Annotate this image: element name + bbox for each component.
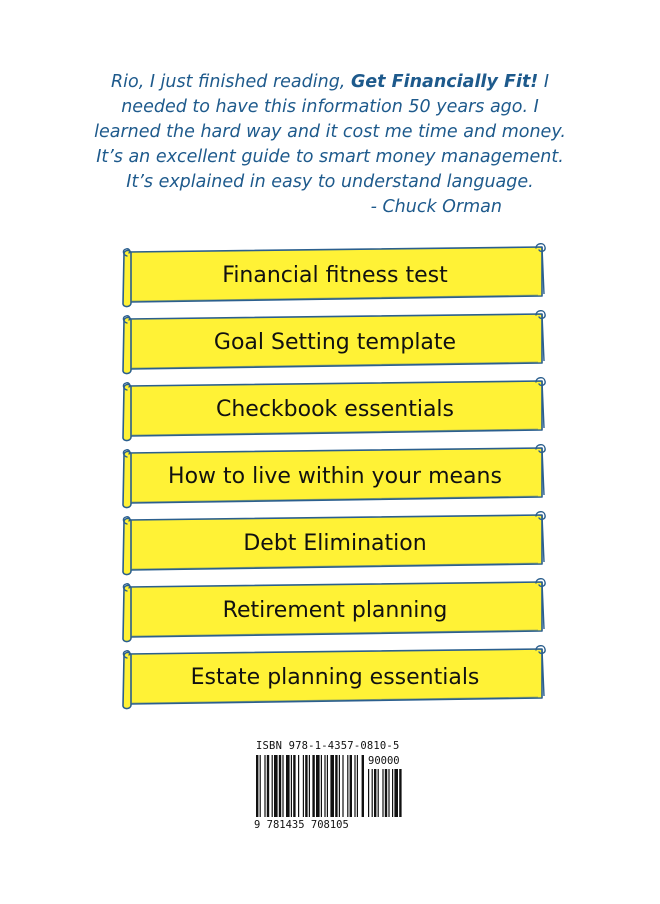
feature-label: Checkbook essentials xyxy=(215,396,455,422)
barcode-addon-bar xyxy=(394,769,398,817)
barcode-bar xyxy=(279,755,281,817)
feature-label: Goal Setting template xyxy=(213,329,457,355)
feature-label: How to live within your means xyxy=(168,463,502,489)
book-title: Get Financially Fit! xyxy=(350,72,539,92)
barcode-addon-bar xyxy=(382,769,383,817)
isbn-number: ISBN 978-1-4357-0810-5 xyxy=(256,740,400,752)
price-code: 90000 xyxy=(368,755,400,767)
quote-line-2: needed to have this information 50 years ago. I xyxy=(121,97,539,117)
barcode-bar xyxy=(350,755,352,817)
barcode-bar xyxy=(321,755,322,817)
barcode-bar xyxy=(260,755,261,817)
barcode-bar xyxy=(282,755,283,817)
feature-label: Financial fitness test xyxy=(222,262,448,288)
feature-label: Retirement planning xyxy=(222,597,448,623)
barcode-bar xyxy=(362,755,364,817)
feature-scroll xyxy=(118,378,546,442)
barcode-bar xyxy=(293,755,295,817)
feature-label: Estate planning essentials xyxy=(190,664,480,690)
feature-scroll xyxy=(118,445,546,509)
barcode-bar xyxy=(342,755,343,817)
barcode-addon-bar xyxy=(388,769,389,817)
quote-line-3: learned the hard way and it cost me time and money. xyxy=(94,122,566,142)
barcode-addon-bar xyxy=(368,769,369,817)
barcode-bar xyxy=(330,755,334,817)
quote-line-5: It’s explained in easy to understand language. xyxy=(126,172,534,192)
barcode-bar xyxy=(291,755,292,817)
ean-digits: 9 781435 708105 xyxy=(254,819,349,831)
feature-scroll xyxy=(118,579,546,643)
quote-line-1 xyxy=(90,70,570,95)
testimonial-quote xyxy=(90,70,570,220)
barcode-bar xyxy=(267,755,269,817)
barcode-bar xyxy=(303,755,304,817)
quote-line-1-end: I xyxy=(538,72,550,92)
barcode-bar xyxy=(298,755,299,817)
barcode-bar xyxy=(312,755,314,817)
barcode-bar xyxy=(264,755,265,817)
barcode-bar xyxy=(354,755,355,817)
barcode-bar xyxy=(272,755,273,817)
barcode-bar xyxy=(274,755,278,817)
barcode-bar xyxy=(286,755,290,817)
barcode-bar xyxy=(327,755,328,817)
barcode-bar xyxy=(335,755,337,817)
barcode-addon-bar xyxy=(372,769,373,817)
feature-scroll xyxy=(118,311,546,375)
barcode-bar xyxy=(316,755,320,817)
feature-scroll xyxy=(118,244,546,308)
feature-scroll xyxy=(118,512,546,576)
barcode-bar xyxy=(309,755,310,817)
barcode-addon-bar xyxy=(392,769,393,817)
barcode-addon-bar xyxy=(374,769,376,817)
barcode xyxy=(254,755,414,833)
feature-scroll xyxy=(118,646,546,710)
barcode-addon-bar xyxy=(385,769,387,817)
barcode-bar xyxy=(357,755,358,817)
isbn-barcode-block xyxy=(254,740,414,833)
barcode-addon-bar xyxy=(378,769,379,817)
quote-author: - Chuck Orman xyxy=(370,197,502,217)
barcode-bar xyxy=(256,755,258,817)
quote-line-1-start: Rio, I just finished reading, xyxy=(110,72,351,92)
barcode-bar xyxy=(347,755,348,817)
barcode-bar xyxy=(339,755,340,817)
barcode-bar xyxy=(305,755,307,817)
quote-line-4: It’s an excellent guide to smart money management. xyxy=(96,147,564,167)
barcode-bar xyxy=(324,755,325,817)
feature-label: Debt Elimination xyxy=(243,530,427,556)
barcode-addon-bar xyxy=(399,769,401,817)
